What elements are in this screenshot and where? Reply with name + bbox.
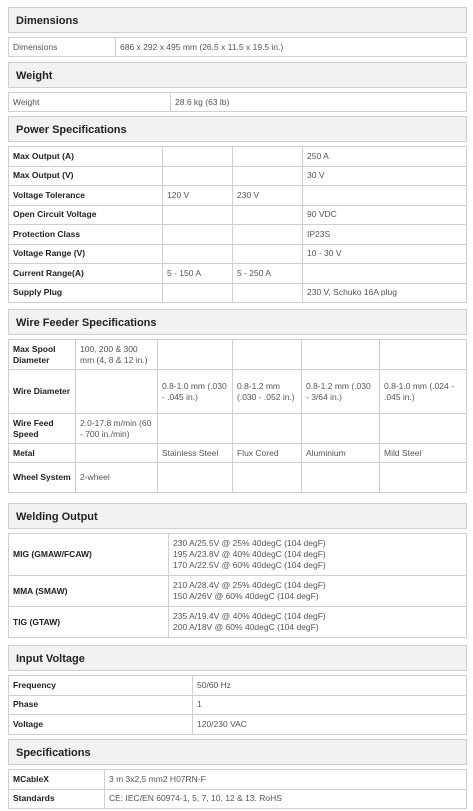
cell [303,186,467,206]
row-value [169,576,467,607]
specifications-table [8,769,467,809]
cell: 100, 200 & 300 mm (4, 8 & 12 in.) [76,340,158,370]
row-label: Protection Class [9,225,163,245]
row-label: Voltage Range (V) [9,244,163,264]
value-line: 200 A/18V @ 60% 40degC (104 degF) [173,622,319,632]
cell [163,225,233,245]
cell: 0.8-1.2 mm (.030 - .052 in.) [233,370,302,414]
cell [163,166,233,186]
table-row [9,576,467,607]
input-voltage-table [8,675,467,735]
weight-table [8,92,467,112]
row-value: 50/60 Hz [193,676,467,696]
table-row [9,225,467,245]
row-label: Supply Plug [9,283,163,303]
dimensions-table [8,37,467,57]
cell [163,147,233,167]
table-row [9,186,467,206]
wire-feeder-table [8,339,467,493]
row-label: MMA (SMAW) [9,576,169,607]
table-row [9,607,467,638]
section-title: Wire Feeder Specifications [8,309,467,335]
specifications-section [8,739,467,809]
section-title: Welding Output [8,503,467,529]
row-label: MIG (GMAW/FCAW) [9,534,169,576]
cell [163,205,233,225]
cell: 90 VDC [303,205,467,225]
table-row [9,789,467,809]
table-row [9,283,467,303]
row-label: Wheel System [9,463,76,493]
welding-output-table [8,533,467,638]
row-value: 686 x 292 x 495 mm (26.5 x 11.5 x 19.5 in.) [116,38,467,57]
power-section [8,116,467,303]
table-row [9,264,467,284]
table-row [9,38,467,57]
table-row [9,676,467,696]
cell [380,463,467,493]
cell: 0.8-1.2 mm (.030 - 3/64 in.) [302,370,380,414]
row-value: 3 m 3x2,5 mm2 H07RN-F [105,770,467,790]
value-line: 195 A/23.8V @ 40% 40degC (104 degF) [173,549,326,559]
cell [302,463,380,493]
cell: Mild Steel [380,444,467,463]
table-row [9,205,467,225]
value-line: 150 A/26V @ 60% 40degC (104 degF) [173,591,319,601]
cell [233,414,302,444]
row-label: Standards [9,789,105,809]
table-row [9,147,467,167]
input-voltage-section [8,645,467,735]
row-label: Open Circuit Voltage [9,205,163,225]
cell: 120 V [163,186,233,206]
cell [303,264,467,284]
cell: 30 V [303,166,467,186]
cell [233,166,303,186]
cell [158,463,233,493]
table-row [9,695,467,715]
cell: IP23S [303,225,467,245]
section-title: Specifications [8,739,467,765]
cell: 250 A [303,147,467,167]
cell: 0.8-1.0 mm (.030 - .045 in.) [158,370,233,414]
row-label: Voltage [9,715,193,735]
row-label: TIG (GTAW) [9,607,169,638]
row-value: 28.6 kg (63 lb) [171,93,467,112]
table-row [9,715,467,735]
row-value: 1 [193,695,467,715]
dimensions-section [8,7,467,57]
cell: 230 V, Schuko 16A plug [303,283,467,303]
cell [163,244,233,264]
cell: Flux Cored [233,444,302,463]
table-row [9,370,467,414]
value-line: 235 A/19.4V @ 40% 40degC (104 degF) [173,611,326,621]
cell [158,340,233,370]
row-value: CE: IEC/EN 60974-1, 5, 7, 10, 12 & 13. RoHS [105,789,467,809]
row-value [169,534,467,576]
row-label: Max Output (A) [9,147,163,167]
wire-feeder-section [8,309,467,493]
row-label: Frequency [9,676,193,696]
row-label: Current Range(A) [9,264,163,284]
table-row [9,444,467,463]
row-label: Max Output (V) [9,166,163,186]
welding-output-section [8,503,467,638]
row-label: Wire Feed Speed [9,414,76,444]
cell [302,340,380,370]
cell [380,414,467,444]
cell [76,444,158,463]
section-title: Input Voltage [8,645,467,671]
cell: 0.8-1.0 mm (.024 - .045 in.) [380,370,467,414]
cell: 230 V [233,186,303,206]
row-label: Dimensions [9,38,116,57]
cell [233,283,303,303]
cell [233,463,302,493]
power-table [8,146,467,303]
cell [233,340,302,370]
row-value [169,607,467,638]
cell: 2-wheel [76,463,158,493]
cell: 2.0-17.8 m/min (60 - 700 in./min) [76,414,158,444]
row-label: Voltage Tolerance [9,186,163,206]
table-row [9,166,467,186]
table-row [9,93,467,112]
cell: Stainless Steel [158,444,233,463]
value-line: 170 A/22.5V @ 60% 40degC (104 degF) [173,560,326,570]
cell: 5 - 150 A [163,264,233,284]
table-row [9,244,467,264]
cell: 5 - 250 A [233,264,303,284]
cell [76,370,158,414]
weight-section [8,62,467,112]
section-title: Power Specifications [8,116,467,142]
table-row [9,414,467,444]
row-label: Max Spool Diameter [9,340,76,370]
table-row [9,534,467,576]
value-line: 210 A/28.4V @ 25% 40degC (104 degF) [173,580,326,590]
cell [233,225,303,245]
cell: Aluminium [302,444,380,463]
cell [163,283,233,303]
cell: 10 - 30 V [303,244,467,264]
section-title: Dimensions [8,7,467,33]
cell [158,414,233,444]
cell [302,414,380,444]
row-value: 120/230 VAC [193,715,467,735]
section-title: Weight [8,62,467,88]
row-label: Wire Diameter [9,370,76,414]
table-row [9,770,467,790]
value-line: 230 A/25.5V @ 25% 40degC (104 degF) [173,538,326,548]
cell [380,340,467,370]
cell [233,244,303,264]
table-row [9,340,467,370]
row-label: MCableX [9,770,105,790]
row-label: Phase [9,695,193,715]
table-row [9,463,467,493]
row-label: Metal [9,444,76,463]
cell [233,147,303,167]
cell [233,205,303,225]
row-label: Weight [9,93,171,112]
